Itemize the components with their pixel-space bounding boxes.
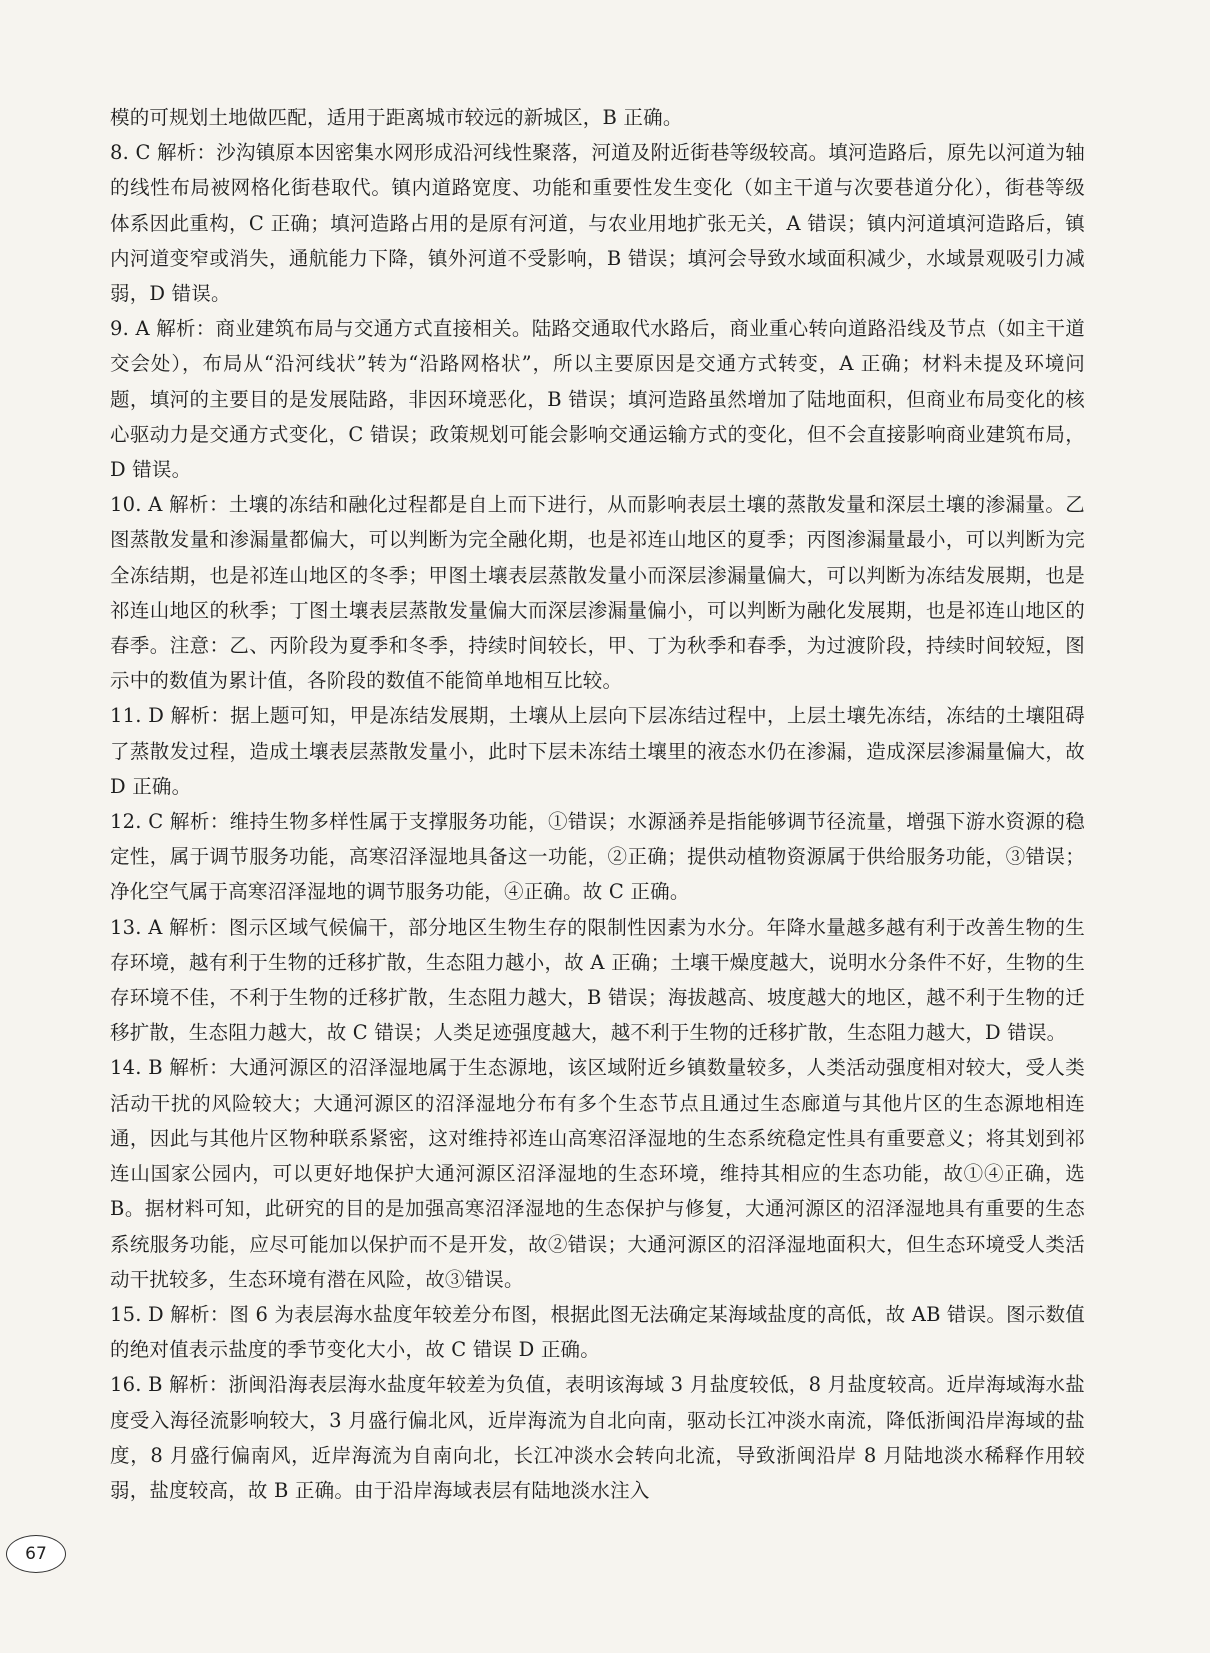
answer-10: 10. A 解析：土壤的冻结和融化过程都是自上而下进行，从而影响表层土壤的蒸散发量和深层土壤的渗漏量。乙图蒸散发量和渗漏量都偏大，可以判断为完全融化期，也是祁连山地区的夏季；丙图渗漏量最小，可以判断为完全冻结期，也是祁连山地区的冬季；甲图土壤表层蒸散发量小而深层渗漏量偏大，可以判断为冻结发展期，也是祁连山地区的秋季；丁图土壤表层蒸散发量偏大而深层渗漏量偏小，可以判断为融化发展期，也是祁连山地区的春季。注意：乙、丙阶段为夏季和冬季，持续时间较长，甲、丁为秋季和春季，为过渡阶段，持续时间较短，图示中的数值为累计值，各阶段的数值不能简单地相互比较。 [110, 493, 1085, 693]
answer-14: 14. B 解析：大通河源区的沼泽湿地属于生态源地，该区域附近乡镇数量较多，人类活动强度相对较大，受人类活动干扰的风险较大；大通河源区的沼泽湿地分布有多个生态节点且通过生态廊道与其他片区的生态源地相连通，因此与其他片区物种联系紧密，这对维持祁连山高寒沼泽湿地的生态系统稳定性具有重要意义；将其划到祁连山国家公园内，可以更好地保护大通河源区沼泽湿地的生态环境，维持其相应的生态功能，故①④正确，选 B。据材料可知，此研究的目的是加强高寒沼泽湿地的生态保护与修复，大通河源区的沼泽湿地具有重要的生态系统服务功能，应尽可能加以保护而不是开发，故②错误；大通河源区的沼泽湿地面积大，但生态环境受人类活动干扰较多，生态环境有潜在风险，故③错误。 [110, 1056, 1085, 1291]
answer-9: 9. A 解析：商业建筑布局与交通方式直接相关。陆路交通取代水路后，商业重心转向道路沿线及节点（如主干道交会处），布局从“沿河线状”转为“沿路网格状”，所以主要原因是交通方式转变，A 正确；材料未提及环境问题，填河的主要目的是发展陆路，非因环境恶化，B 错误；填河造路虽然增加了陆地面积，但商业布局变化的核心驱动力是交通方式变化，C 错误；政策规划可能会影响交通运输方式的变化，但不会直接影响商业建筑布局，D 错误。 [110, 317, 1085, 482]
answer-8: 8. C 解析：沙沟镇原本因密集水网形成沿河线性聚落，河道及附近街巷等级较高。填河造路后，原先以河道为轴的线性布局被网格化街巷取代。镇内道路宽度、功能和重要性发生变化（如主干道与次要巷道分化），街巷等级体系因此重构，C 正确；填河造路占用的是原有河道，与农业用地扩张无关，A 错误；镇内河道填河造路后，镇内河道变窄或消失，通航能力下降，镇外河道不受影响，B 错误；填河会导致水域面积减少，水域景观吸引力减弱，D 错误。 [110, 141, 1085, 306]
answer-12: 12. C 解析：维持生物多样性属于支撑服务功能，①错误；水源涵养是指能够调节径流量，增强下游水资源的稳定性，属于调节服务功能，高寒沼泽湿地具备这一功能，②正确；提供动植物资源属于供给服务功能，③错误；净化空气属于高寒沼泽湿地的调节服务功能，④正确。故 C 正确。 [110, 810, 1085, 904]
paragraph-continuation: 模的可规划土地做匹配，适用于距离城市较远的新城区，B 正确。 [110, 106, 683, 129]
answer-16: 16. B 解析：浙闽沿海表层海水盐度年较差为负值，表明该海域 3 月盐度较低，8 月盐度较高。近岸海域海水盐度受入海径流影响较大，3 月盛行偏北风，近岸海流为自北向南，驱动长江冲淡水南流，降低浙闽沿岸海域的盐度，8 月盛行偏南风，近岸海流为自南向北，长江冲淡水会转向北流，导致浙闽沿岸 8 月陆地淡水稀释作用较弱，盐度较高，故 B 正确。由于沿岸海域表层有陆地淡水注入 [110, 1373, 1085, 1502]
page-number: 67 [6, 1535, 66, 1573]
answer-explanations [110, 100, 1085, 1508]
answer-15: 15. D 解析：图 6 为表层海水盐度年较差分布图，根据此图无法确定某海域盐度的高低，故 AB 错误。图示数值的绝对值表示盐度的季节变化大小，故 C 错误 D 正确。 [110, 1302, 1085, 1362]
answer-11: 11. D 解析：据上题可知，甲是冻结发展期，土壤从上层向下层冻结过程中，上层土壤先冻结，冻结的土壤阻碍了蒸散发过程，造成土壤表层蒸散发量小，此时下层未冻结土壤里的液态水仍在渗漏，造成深层渗漏量偏大，故 D 正确。 [110, 704, 1085, 798]
answer-13: 13. A 解析：图示区域气候偏干，部分地区生物生存的限制性因素为水分。年降水量越多越有利于改善生物的生存环境，越有利于生物的迁移扩散，生态阻力越小，故 A 正确；土壤干燥度越大，说明水分条件不好，生物的生存环境不佳，不利于生物的迁移扩散，生态阻力越大，B 错误；海拔越高、坡度越大的地区，越不利于生物的迁移扩散，生态阻力越大，故 C 错误；人类足迹强度越大，越不利于生物的迁移扩散，生态阻力越大，D 错误。 [110, 915, 1085, 1045]
